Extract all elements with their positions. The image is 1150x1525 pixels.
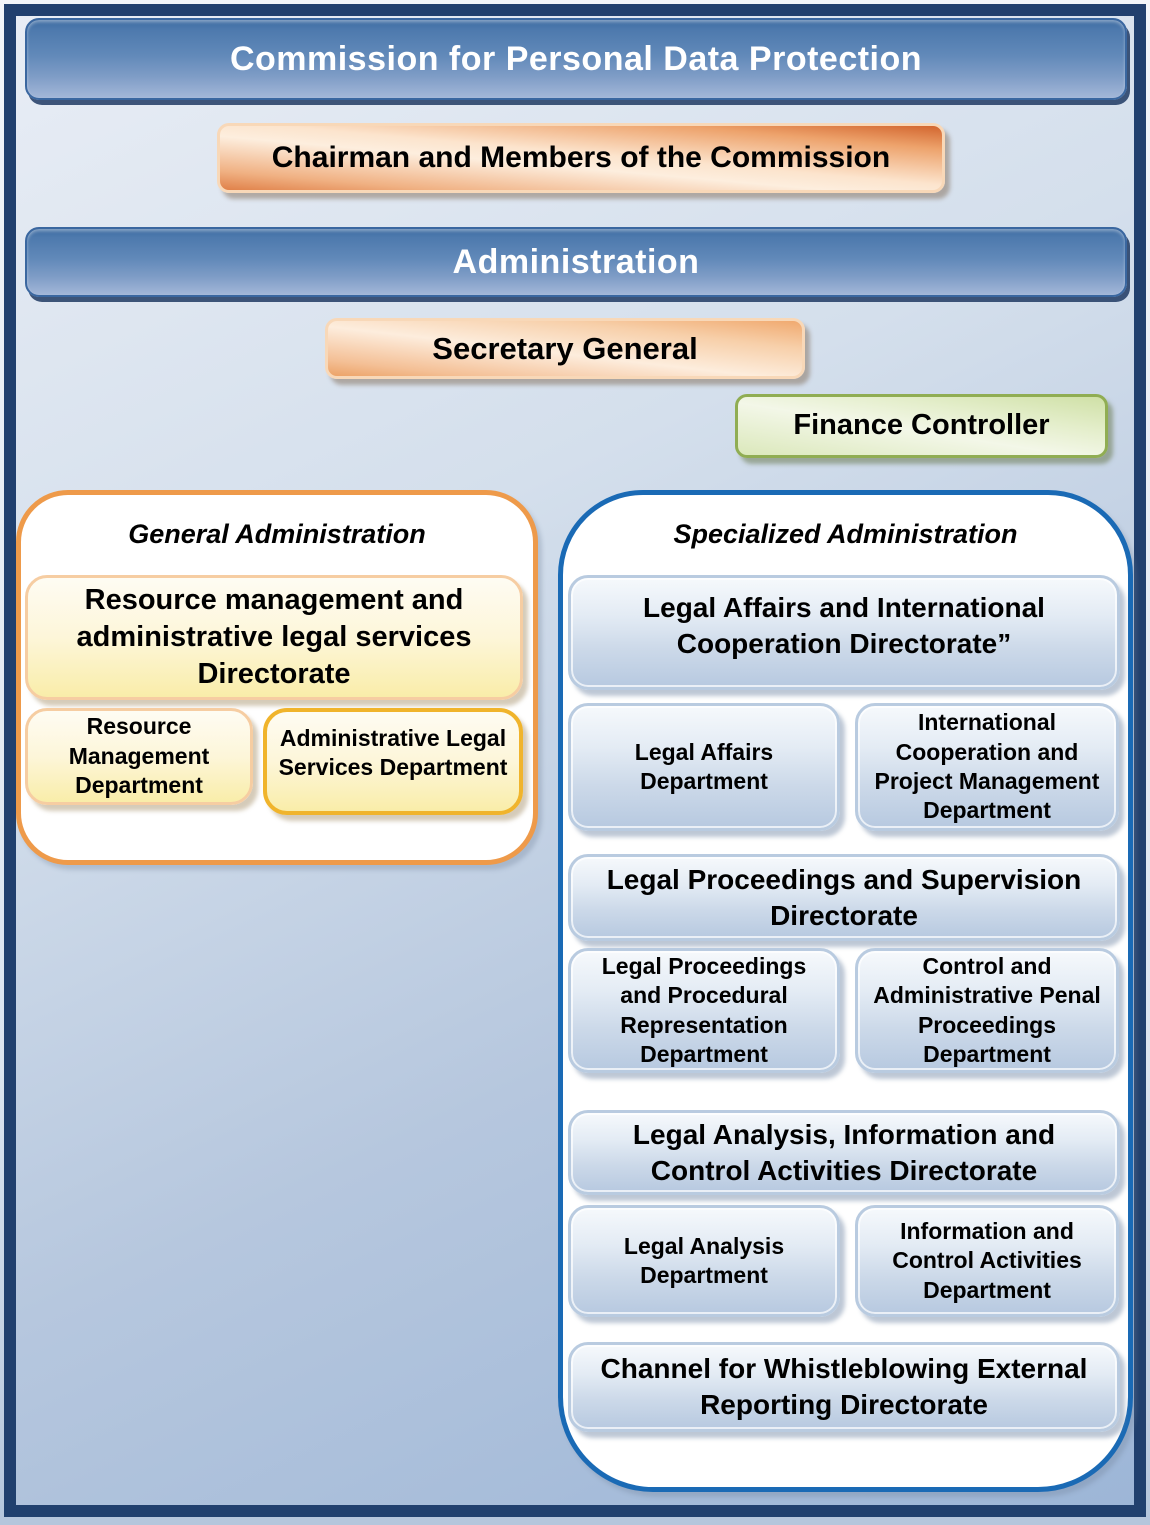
legal-affairs-international-cooperation-directorate-box: Legal Affairs and International Cooperation Directorate” xyxy=(568,575,1120,690)
legal-analysis-department-box: Legal Analysis Department xyxy=(568,1205,840,1317)
commission-banner xyxy=(25,18,1127,100)
general-administration-title: General Administration xyxy=(128,519,426,549)
administration-banner xyxy=(25,227,1127,297)
secretary-general-box xyxy=(325,318,805,379)
legal-proceedings-supervision-directorate-box: Legal Proceedings and Supervision Directorate xyxy=(568,854,1120,941)
specialized-administration-title: Specialized Administration xyxy=(673,519,1018,549)
administration-label: Administration xyxy=(452,242,700,281)
legal-affairs-department-box: Legal Affairs Department xyxy=(568,703,840,831)
commission-title: Commission for Personal Data Protection xyxy=(229,39,923,78)
resource-management-department-box: Resource Management Department xyxy=(25,708,253,805)
international-cooperation-project-management-department-box: International Cooperation and Project Management Department xyxy=(855,703,1119,831)
resource-management-directorate-box: Resource management and administrative legal services Directorate xyxy=(25,575,523,700)
specialized-administration-container xyxy=(558,490,1133,1492)
chairman-label: Chairman and Members of the Commission xyxy=(271,140,891,174)
control-administrative-penal-proceedings-department-box: Control and Administrative Penal Proceedings Department xyxy=(855,948,1119,1073)
general-administration-container xyxy=(16,490,538,865)
secretary-general-label: Secretary General xyxy=(432,330,698,366)
legal-analysis-information-control-directorate-box: Legal Analysis, Information and Control Activities Directorate xyxy=(568,1110,1120,1195)
finance-controller-label: Finance Controller xyxy=(793,409,1050,442)
information-control-activities-department-box: Information and Control Activities Department xyxy=(855,1205,1119,1317)
chairman-box xyxy=(217,123,945,193)
finance-controller-box xyxy=(735,394,1108,458)
administrative-legal-services-department-box: Administrative Legal Services Department xyxy=(263,708,523,815)
legal-proceedings-procedural-representation-department-box: Legal Proceedings and Procedural Representation Department xyxy=(568,948,840,1073)
whistleblowing-external-reporting-directorate-box: Channel for Whistleblowing External Reporting Directorate xyxy=(568,1342,1120,1432)
